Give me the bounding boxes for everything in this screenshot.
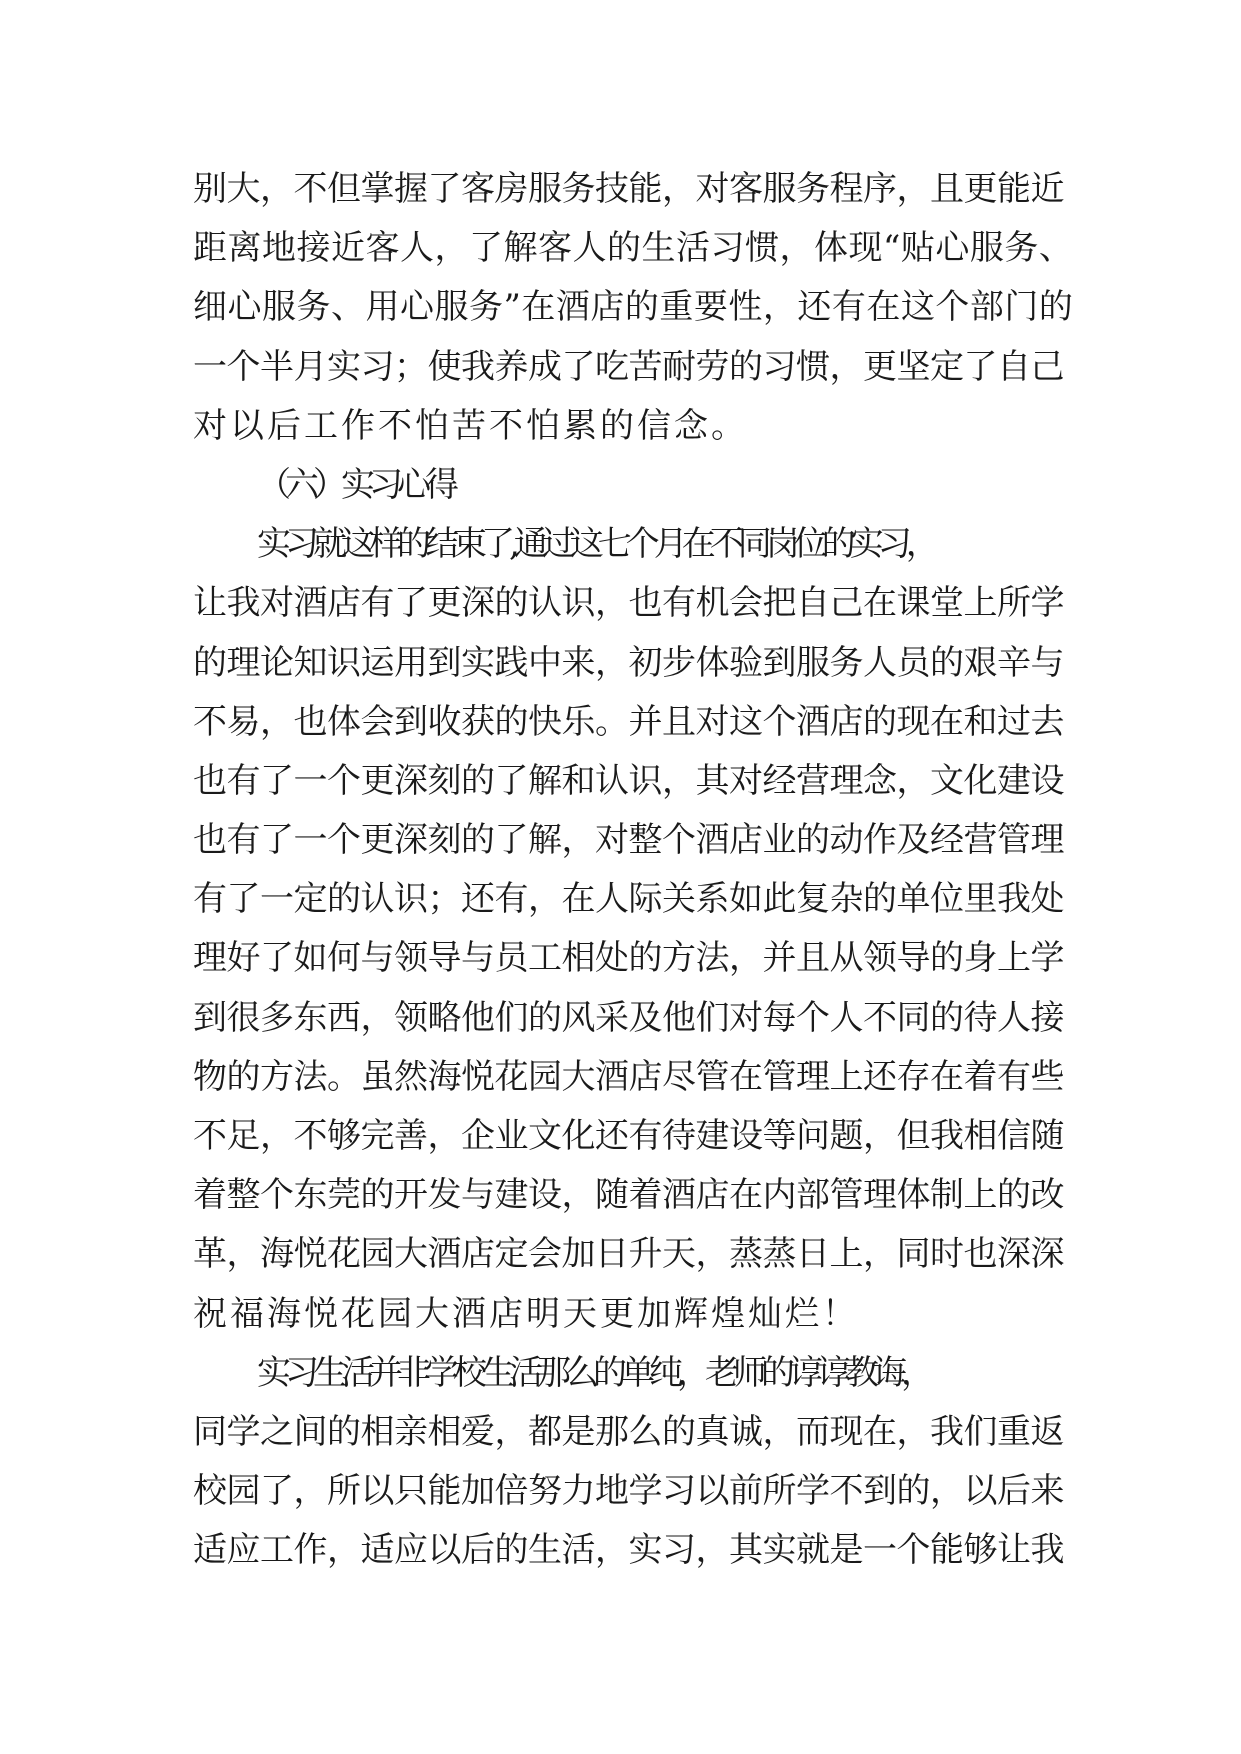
text-line: 同学之间的相亲相爱，都是那么的真诚，而现在，我们重返 (193, 1411, 1064, 1452)
text-line: 距离地接近客人，了解客人的生活习惯，体现“贴心服务、 (193, 228, 1074, 269)
document-body (193, 160, 1073, 1581)
text-line: 革，海悦花园大酒店定会加日升天，蒸蒸日上，同时也深深 (193, 1234, 1064, 1275)
text-line: 细心服务、用心服务”在酒店的重要性，还有在这个部门的 (193, 287, 1074, 328)
text-line: 理好了如何与领导与员工相处的方法，并且从领导的身上学 (193, 938, 1064, 979)
text-line: 别大，不但掌握了客房服务技能，对客服务程序，且更能近 (193, 169, 1064, 209)
text-line: 也有了一个更深刻的了解和认识，其对经营理念，文化建设 (193, 760, 1064, 801)
text-line: 实习就这样的结束了,通过这七个月在不同岗位的实习， (257, 524, 934, 565)
text-line: 实习生活并非学校生活那么的单纯，老师的谆谆教诲， (257, 1352, 929, 1393)
text-line: 不易，也体会到收获的快乐。并且对这个酒店的现在和过去 (193, 701, 1064, 742)
text-line: （六）实习心得 (257, 464, 453, 505)
text-line: 着整个东莞的开发与建设，随着酒店在内部管理体制上的改 (193, 1175, 1064, 1216)
text-line: 也有了一个更深刻的了解，对整个酒店业的动作及经营管理 (193, 820, 1064, 861)
text-line: 适应工作，适应以后的生活，实习，其实就是一个能够让我 (193, 1530, 1064, 1571)
text-line: 物的方法。虽然海悦花园大酒店尽管在管理上还存在着有些 (193, 1056, 1064, 1097)
text-line: 对以后工作不怕苦不怕累的信念。 (193, 405, 748, 446)
text-line: 有了一定的认识；还有，在人际关系如此复杂的单位里我处 (193, 879, 1064, 920)
text-line: 校园了，所以只能加倍努力地学习以前所学不到的，以后来 (193, 1471, 1064, 1512)
text-line: 一个半月实习；使我养成了吃苦耐劳的习惯，更坚定了自己 (193, 346, 1064, 387)
text-line: 不足，不够完善，企业文化还有待建设等问题，但我相信随 (193, 1116, 1064, 1156)
text-line: 祝福海悦花园大酒店明天更加辉煌灿烂！ (193, 1293, 859, 1334)
text-line: 到很多东西，领略他们的风采及他们对每个人不同的待人接 (193, 997, 1064, 1038)
text-line: 的理论知识运用到实践中来，初步体验到服务人员的艰辛与 (193, 642, 1064, 683)
text-line: 让我对酒店有了更深的认识，也有机会把自己在课堂上所学 (193, 583, 1064, 624)
